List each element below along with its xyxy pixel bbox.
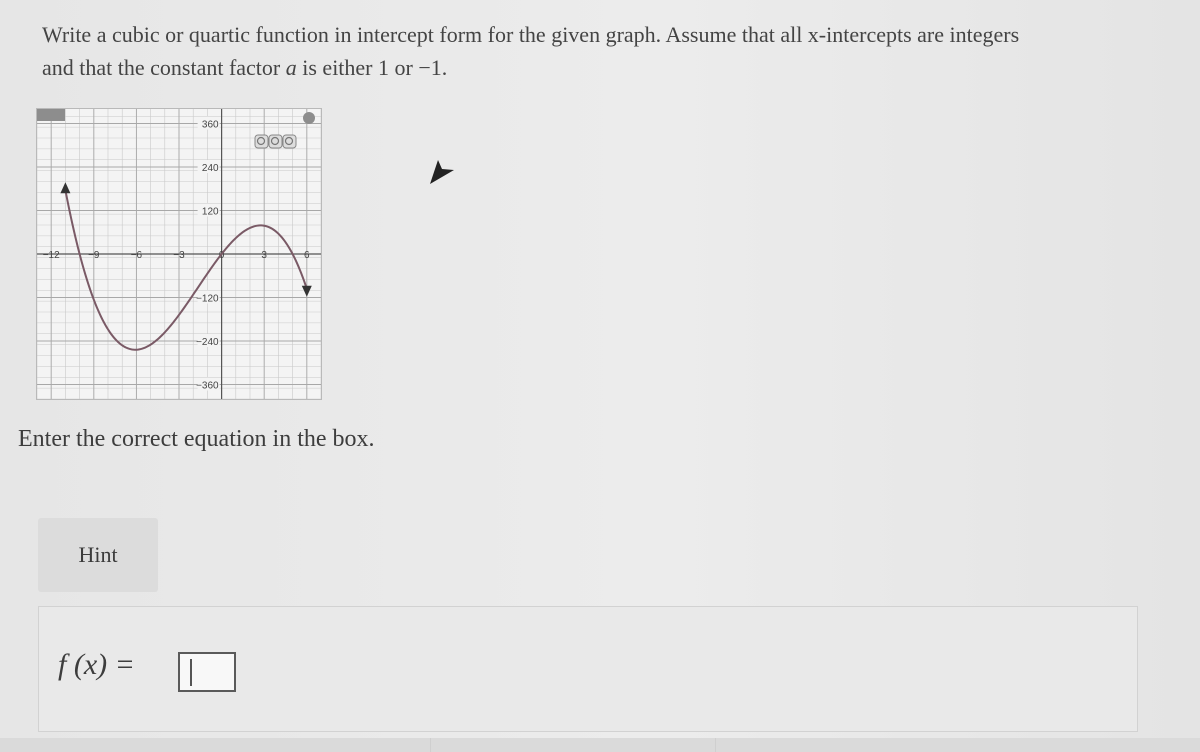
question-text bbox=[42, 18, 1200, 84]
text-caret bbox=[190, 659, 192, 686]
x-tick-label: −12 bbox=[42, 250, 60, 261]
question-line-2 bbox=[42, 51, 1200, 84]
y-tick-label: 120 bbox=[201, 206, 219, 218]
hint-button[interactable]: Hint bbox=[38, 518, 158, 592]
x-tick-label: −9 bbox=[88, 250, 100, 261]
bottom-segment bbox=[715, 738, 1200, 752]
x-tick-label: −3 bbox=[173, 250, 185, 261]
graph-panel[interactable] bbox=[36, 108, 322, 400]
function-label: f (x) = bbox=[58, 648, 135, 681]
close-icon[interactable] bbox=[303, 112, 315, 124]
question-line-2-end: is either 1 or −1. bbox=[296, 55, 448, 80]
bottom-segment bbox=[430, 738, 716, 752]
constant-factor-symbol: a bbox=[285, 55, 297, 80]
x-tick-label: 3 bbox=[261, 250, 267, 261]
y-tick-label: 360 bbox=[201, 119, 219, 131]
bottom-toolbar bbox=[0, 738, 1200, 752]
x-tick-label: −6 bbox=[130, 250, 143, 261]
y-tick-label: 240 bbox=[201, 163, 219, 174]
zoom-out-icon[interactable] bbox=[269, 135, 282, 148]
x-tick-label: 0 bbox=[218, 250, 225, 261]
instruction-text: Enter the correct equation in the box. bbox=[18, 426, 375, 452]
close-icon-shape bbox=[303, 112, 315, 124]
cubic-graph bbox=[37, 109, 321, 399]
zoom-in-icon[interactable] bbox=[255, 135, 268, 148]
zoom-reset-icon[interactable] bbox=[283, 135, 296, 148]
mouse-cursor-icon bbox=[428, 160, 456, 186]
question-line-2-start: and that the constant factor bbox=[42, 55, 286, 80]
bottom-segment bbox=[0, 738, 431, 752]
y-tick-label: −240 bbox=[196, 337, 219, 348]
x-tick-label: 6 bbox=[304, 250, 310, 261]
y-tick-label: −120 bbox=[196, 293, 219, 305]
equation-input[interactable] bbox=[178, 652, 236, 692]
graph-menu-icon[interactable] bbox=[37, 109, 65, 121]
y-tick-label: −360 bbox=[196, 380, 219, 392]
question-line-1: Write a cubic or quartic function in intercept form for the given graph. Assume that all x-intercepts are integers bbox=[42, 22, 1020, 47]
